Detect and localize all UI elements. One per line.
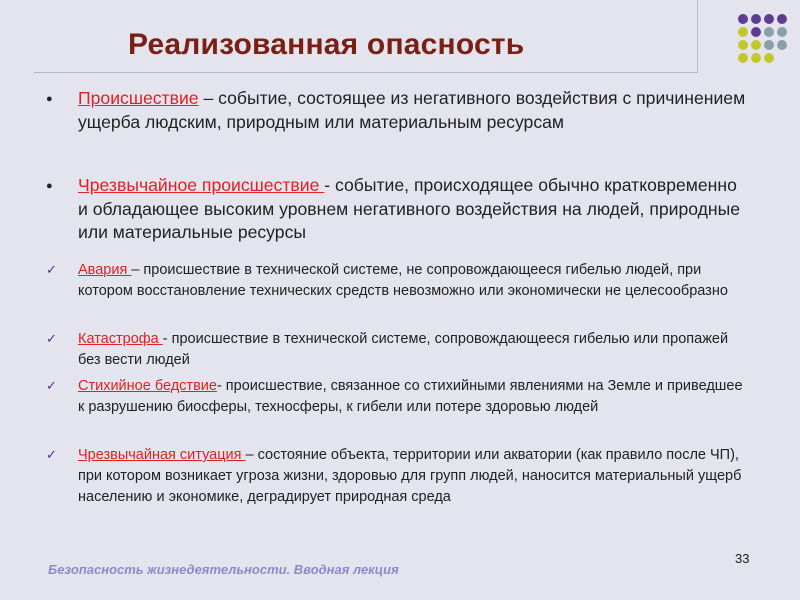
dots-grid (737, 13, 797, 73)
decorative-dot (738, 53, 748, 63)
sub-item-catastrophe (46, 329, 746, 371)
sub-item-text (78, 376, 746, 418)
definition-emergency-incident: - событие, происходящее обычно кратковременно и обладающее высоким уровнем негативного воздействия на людей, природные или материальные ресурсы (78, 175, 741, 242)
title-divider-vertical (697, 0, 698, 73)
decorative-dot (738, 27, 748, 37)
decorative-dots-icon (737, 13, 797, 73)
term-emergency-incident: Чрезвычайное происшествие (78, 175, 325, 195)
sub-item-text (78, 260, 746, 302)
decorative-dot (751, 53, 761, 63)
main-item-text (78, 174, 746, 245)
term-accident: Авария (78, 262, 132, 278)
footer-course-title: Безопасность жизнедеятельности. Вводная лекция (48, 562, 399, 577)
definition-emergency-situation: – состояние объекта, территории или акватории (как правило после ЧП), при котором возникает угроза жизни, здоровью для групп людей, наносится материальный ущерб населению и экономике, деградирует природная среда (78, 447, 742, 505)
definition-natural-disaster: - происшествие, связанное со стихийными явлениями на Земле и приведшее к разрушению биосферы, техносферы, к гибели или потере здоровью людей (78, 378, 743, 415)
decorative-dot (764, 53, 774, 63)
checkmark-icon: ✓ (46, 378, 57, 393)
main-item-text (78, 87, 746, 134)
decorative-dot (751, 14, 761, 24)
decorative-dot (764, 27, 774, 37)
decorative-dot (738, 40, 748, 50)
sub-item-text (78, 329, 746, 371)
term-catastrophe: Катастрофа (78, 331, 163, 347)
definition-accident: – происшествие в технической системе, не сопровождающееся гибелью людей, при котором восстановление технических средств невозможно или экономически не целесообразно (78, 262, 728, 299)
checkmark-icon: ✓ (46, 331, 57, 346)
decorative-dot (777, 40, 787, 50)
definition-catastrophe: - происшествие в технической системе, сопровождающееся гибелью или пропажей без вести людей (78, 331, 729, 368)
term-emergency-situation: Чрезвычайная ситуация (78, 447, 246, 463)
decorative-dot (764, 40, 774, 50)
term-incident: Происшествие (78, 88, 199, 108)
page-number: 33 (735, 551, 750, 566)
definition-incident: – событие, состоящее из негативного воздействия с причинением ущерба людским, природным или материальным ресурсам (78, 88, 746, 132)
bullet-icon: ● (46, 180, 53, 192)
decorative-dot (777, 27, 787, 37)
decorative-dot (738, 14, 748, 24)
checkmark-icon: ✓ (46, 447, 57, 462)
sub-item-natural-disaster (46, 376, 746, 418)
decorative-dot (764, 14, 774, 24)
main-item-incident (46, 87, 746, 134)
sub-item-accident (46, 260, 746, 302)
decorative-dot (777, 14, 787, 24)
sub-item-emergency-situation (46, 445, 746, 508)
term-natural-disaster: Стихийное бедствие (78, 378, 217, 394)
sub-item-text (78, 445, 746, 508)
main-item-emergency-incident (46, 174, 746, 245)
decorative-dot (751, 27, 761, 37)
title-divider-horizontal (34, 72, 698, 73)
decorative-dot (751, 40, 761, 50)
checkmark-icon: ✓ (46, 262, 57, 277)
bullet-icon: ● (46, 93, 53, 105)
slide-title: Реализованная опасность (128, 28, 525, 61)
